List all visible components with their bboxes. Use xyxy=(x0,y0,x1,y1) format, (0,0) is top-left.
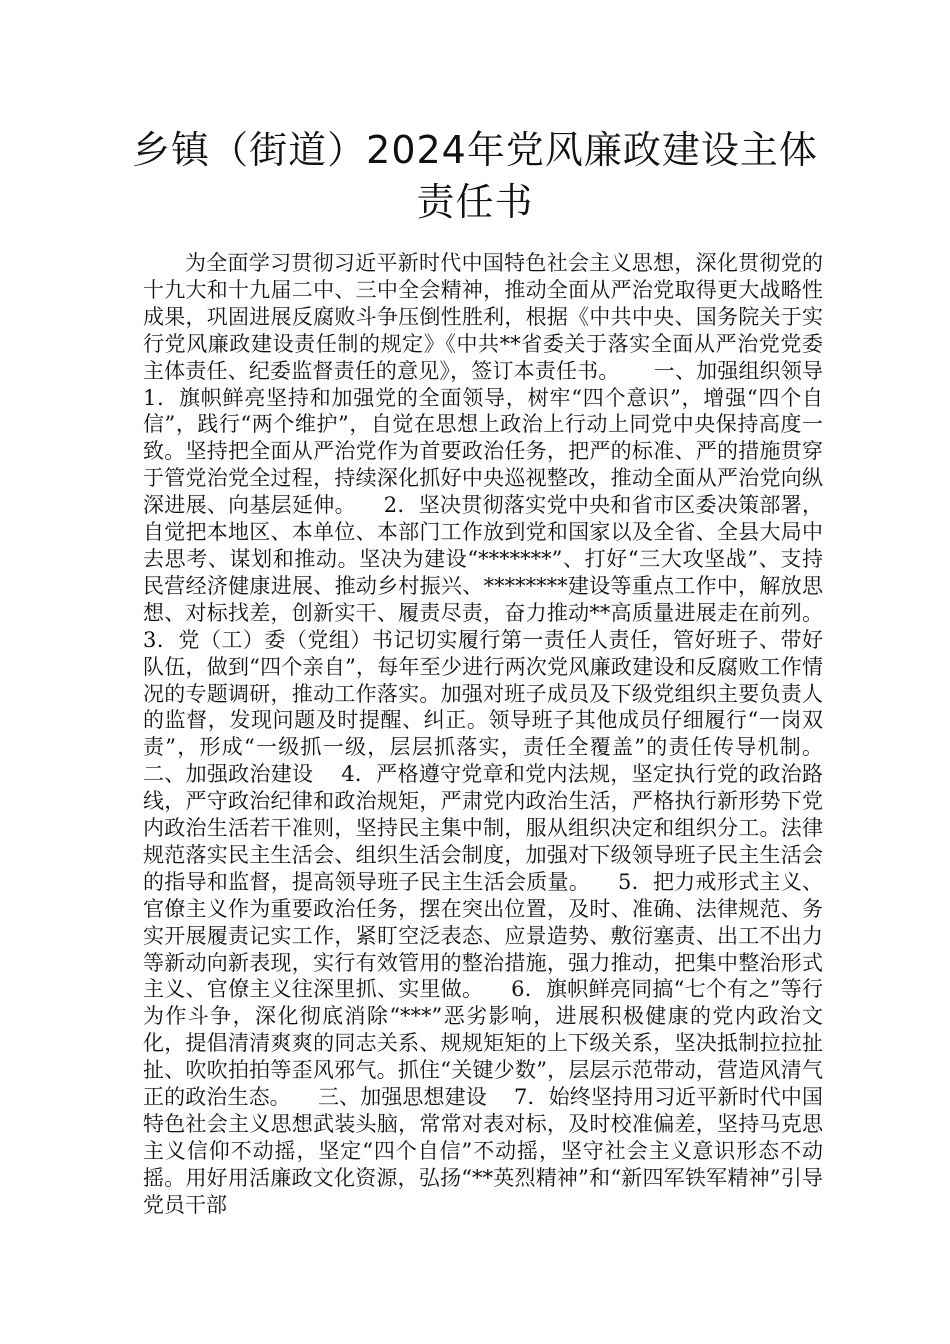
document-title xyxy=(110,124,840,228)
document-body-text: 为全面学习贯彻习近平新时代中国特色社会主义思想，深化贯彻党的十九大和十九届二中、三中全会精神，推动全面从严治党取得更大战略性成果，巩固进展反腐败斗争压倒性胜利，根据《中共中央、国务院关于实行党风廉政建设责任制的规定》《中共**省委关于落实全面从严治党党委主体责任、纪委监督责任的意见》，签订本责任书。 一、加强组织领导 1．旗帜鲜亮坚持和加强党的全面领导，树牢“四个意识”，增强“四个自信”，践行“两个维护”，自觉在思想上政治上行动上同党中央保持高度一致。坚持把全面从严治党作为首要政治任务，把严的标准、严的措施贯穿于管党治党全过程，持续深化抓好中央巡视整改，推动全面从严治党向纵深进展、向基层延伸。 2．坚决贯彻落实党中央和省市区委决策部署，自觉把本地区、本单位、本部门工作放到党和国家以及全省、全县大局中去思考、谋划和推动。坚决为建设“*******”、打好“三大攻坚战”、支持民营经济健康进展、推动乡村振兴、********建设等重点工作中，解放思想、对标找差，创新实干、履责尽责，奋力推动**高质量进展走在前列。 3．党（工）委（党组）书记切实履行第一责任人责任，管好班子、带好队伍，做到“四个亲自”，每年至少进行两次党风廉政建设和反腐败工作情况的专题调研，推动工作落实。加强对班子成员及下级党组织主要负责人的监督，发现问题及时提醒、纠正。领导班子其他成员仔细履行“一岗双责”，形成“一级抓一级，层层抓落实，责任全覆盖”的责任传导机制。 二、加强政治建设 4．严格遵守党章和党内法规，坚定执行党的政治路线，严守政治纪律和政治规矩，严肃党内政治生活，严格执行新形势下党内政治生活若干准则，坚持民主集中制，服从组织决定和组织分工。法律规范落实民主生活会、组织生活会制度，加强对下级领导班子民主生活会的指导和监督，提高领导班子民主生活会质量。 5．把力戒形式主义、官僚主义作为重要政治任务，摆在突出位置，及时、准确、法律规范、务实开展履责记实工作，紧盯空泛表态、应景造势、敷衍塞责、出工不出力等新动向新表现，实行有效管用的整治措施，强力推动，把集中整治形式主义、官僚主义往深里抓、实里做。 6．旗帜鲜亮同搞“七个有之”等行为作斗争，深化彻底消除“***”恶劣影响，进展积极健康的党内政治文化，提倡清清爽爽的同志关系、规规矩矩的上下级关系，坚决抵制拉拉扯扯、吹吹拍拍等歪风邪气。抓住“关键少数”，层层示范带动，营造风清气正的政治生态。 三、加强思想建设 7．始终坚持用习近平新时代中国特色社会主义思想武装头脑，常常对表对标，及时校准偏差，坚持马克思主义信仰不动摇，坚定“四个自信”不动摇，坚守社会主义意识形态不动摇。用好用活廉政文化资源，弘扬“**英烈精神”和“新四军铁军精神”引导党员干部 xyxy=(143,251,850,1217)
document-title-line-1: 乡镇（街道）2024年党风廉政建设主体 xyxy=(132,128,818,172)
document-title-line-2: 责任书 xyxy=(416,180,534,224)
